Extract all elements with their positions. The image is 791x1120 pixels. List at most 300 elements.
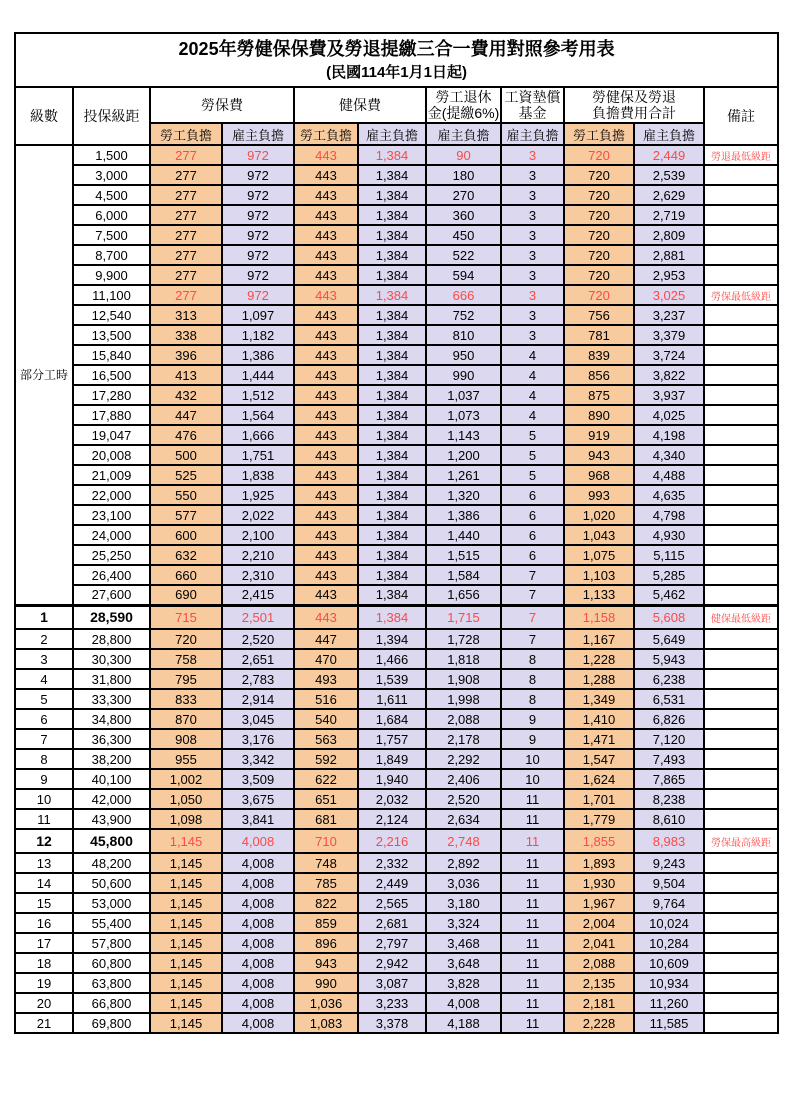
cell-hi_emp: 443	[294, 265, 358, 285]
premium-reference-table	[14, 32, 779, 1034]
cell-li_emp: 577	[150, 505, 222, 525]
cell-tot_er: 8,983	[634, 829, 704, 853]
header-remark: 備註	[704, 87, 778, 145]
cell-pension: 950	[426, 345, 501, 365]
cell-tot_emp: 1,288	[564, 669, 634, 689]
cell-li_emp: 277	[150, 205, 222, 225]
cell-fund: 10	[501, 769, 564, 789]
subheader-total-employer: 雇主負擔	[634, 123, 704, 145]
cell-li_emp: 432	[150, 385, 222, 405]
cell-bracket: 1,500	[73, 145, 150, 165]
cell-pension: 3,648	[426, 953, 501, 973]
cell-bracket: 6,000	[73, 205, 150, 225]
cell-li_er: 972	[222, 205, 294, 225]
cell-level: 9	[15, 769, 73, 789]
cell-li_emp: 715	[150, 605, 222, 629]
cell-bracket: 9,900	[73, 265, 150, 285]
table-row	[15, 689, 778, 709]
cell-pension: 3,828	[426, 973, 501, 993]
cell-tot_er: 3,724	[634, 345, 704, 365]
cell-tot_er: 10,609	[634, 953, 704, 973]
cell-hi_emp: 822	[294, 893, 358, 913]
cell-hi_er: 1,384	[358, 265, 426, 285]
cell-li_emp: 277	[150, 185, 222, 205]
cell-hi_er: 1,849	[358, 749, 426, 769]
cell-hi_er: 2,942	[358, 953, 426, 973]
table-row	[15, 913, 778, 933]
cell-remark	[704, 505, 778, 525]
cell-li_emp: 720	[150, 629, 222, 649]
cell-hi_emp: 592	[294, 749, 358, 769]
cell-remark	[704, 525, 778, 545]
cell-remark	[704, 305, 778, 325]
cell-bracket: 53,000	[73, 893, 150, 913]
cell-tot_emp: 2,181	[564, 993, 634, 1013]
cell-fund: 5	[501, 425, 564, 445]
cell-li_emp: 1,050	[150, 789, 222, 809]
table-row	[15, 405, 778, 425]
cell-tot_er: 9,243	[634, 853, 704, 873]
cell-li_er: 4,008	[222, 829, 294, 853]
cell-hi_er: 1,384	[358, 345, 426, 365]
cell-remark	[704, 325, 778, 345]
cell-level: 11	[15, 809, 73, 829]
cell-pension: 594	[426, 265, 501, 285]
cell-tot_er: 10,284	[634, 933, 704, 953]
cell-hi_emp: 443	[294, 465, 358, 485]
cell-hi_er: 2,032	[358, 789, 426, 809]
cell-li_er: 4,008	[222, 933, 294, 953]
cell-tot_emp: 839	[564, 345, 634, 365]
cell-bracket: 36,300	[73, 729, 150, 749]
table-row	[15, 729, 778, 749]
cell-hi_er: 1,384	[358, 505, 426, 525]
cell-remark	[704, 769, 778, 789]
cell-pension: 2,292	[426, 749, 501, 769]
cell-bracket: 45,800	[73, 829, 150, 853]
cell-tot_emp: 781	[564, 325, 634, 345]
cell-tot_emp: 756	[564, 305, 634, 325]
cell-hi_emp: 443	[294, 325, 358, 345]
cell-tot_emp: 1,349	[564, 689, 634, 709]
subheader-total-employee: 勞工負擔	[564, 123, 634, 145]
cell-hi_er: 1,384	[358, 225, 426, 245]
table-row	[15, 649, 778, 669]
cell-remark	[704, 165, 778, 185]
cell-hi_emp: 859	[294, 913, 358, 933]
cell-tot_emp: 720	[564, 265, 634, 285]
cell-li_emp: 338	[150, 325, 222, 345]
subheader-hi-employer: 雇主負擔	[358, 123, 426, 145]
cell-pension: 1,073	[426, 405, 501, 425]
table-row	[15, 205, 778, 225]
cell-hi_emp: 443	[294, 305, 358, 325]
header-total	[564, 87, 704, 123]
cell-fund: 7	[501, 585, 564, 605]
cell-level: 16	[15, 913, 73, 933]
cell-li_er: 972	[222, 185, 294, 205]
cell-tot_er: 2,881	[634, 245, 704, 265]
header-health-insurance: 健保費	[294, 87, 426, 123]
table-row	[15, 873, 778, 893]
cell-tot_er: 4,488	[634, 465, 704, 485]
header-pension-line1: 勞工退休	[435, 89, 492, 105]
cell-hi_er: 1,684	[358, 709, 426, 729]
cell-hi_er: 1,757	[358, 729, 426, 749]
cell-li_emp: 277	[150, 225, 222, 245]
cell-level: 2	[15, 629, 73, 649]
cell-li_emp: 1,002	[150, 769, 222, 789]
cell-hi_er: 1,384	[358, 405, 426, 425]
cell-hi_emp: 622	[294, 769, 358, 789]
cell-level: 21	[15, 1013, 73, 1033]
cell-li_emp: 313	[150, 305, 222, 325]
cell-hi_emp: 443	[294, 585, 358, 605]
cell-pension: 1,440	[426, 525, 501, 545]
cell-li_emp: 758	[150, 649, 222, 669]
cell-hi_emp: 540	[294, 709, 358, 729]
cell-li_er: 3,509	[222, 769, 294, 789]
cell-level: 10	[15, 789, 73, 809]
cell-pension: 1,143	[426, 425, 501, 445]
cell-tot_emp: 2,004	[564, 913, 634, 933]
table-row	[15, 185, 778, 205]
table-row	[15, 789, 778, 809]
table-row	[15, 445, 778, 465]
cell-remark	[704, 649, 778, 669]
table-row	[15, 669, 778, 689]
cell-fund: 11	[501, 953, 564, 973]
cell-fund: 3	[501, 145, 564, 165]
cell-bracket: 57,800	[73, 933, 150, 953]
cell-remark	[704, 953, 778, 973]
cell-tot_er: 6,531	[634, 689, 704, 709]
cell-li_emp: 277	[150, 285, 222, 305]
cell-pension: 1,908	[426, 669, 501, 689]
cell-tot_emp: 968	[564, 465, 634, 485]
cell-tot_er: 7,493	[634, 749, 704, 769]
cell-tot_er: 4,025	[634, 405, 704, 425]
cell-li_emp: 908	[150, 729, 222, 749]
cell-tot_emp: 875	[564, 385, 634, 405]
cell-tot_er: 3,822	[634, 365, 704, 385]
title-cell	[15, 33, 778, 87]
cell-fund: 3	[501, 225, 564, 245]
cell-li_emp: 1,145	[150, 993, 222, 1013]
cell-pension: 2,406	[426, 769, 501, 789]
cell-bracket: 21,009	[73, 465, 150, 485]
header-total-line2: 負擔費用合計	[592, 105, 676, 121]
table-row	[15, 585, 778, 605]
cell-tot_er: 8,238	[634, 789, 704, 809]
cell-fund: 5	[501, 445, 564, 465]
cell-bracket: 22,000	[73, 485, 150, 505]
cell-bracket: 55,400	[73, 913, 150, 933]
cell-pension: 360	[426, 205, 501, 225]
cell-fund: 10	[501, 749, 564, 769]
cell-li_er: 4,008	[222, 993, 294, 1013]
cell-tot_er: 5,285	[634, 565, 704, 585]
cell-remark	[704, 245, 778, 265]
header-pension	[426, 87, 501, 123]
cell-bracket: 27,600	[73, 585, 150, 605]
cell-fund: 6	[501, 545, 564, 565]
cell-li_emp: 277	[150, 265, 222, 285]
cell-bracket: 16,500	[73, 365, 150, 385]
cell-remark	[704, 749, 778, 769]
cell-bracket: 7,500	[73, 225, 150, 245]
cell-fund: 11	[501, 893, 564, 913]
cell-li_er: 2,501	[222, 605, 294, 629]
cell-tot_emp: 919	[564, 425, 634, 445]
cell-li_er: 972	[222, 245, 294, 265]
cell-hi_emp: 710	[294, 829, 358, 853]
table-row	[15, 165, 778, 185]
table-row	[15, 485, 778, 505]
table-row	[15, 749, 778, 769]
cell-pension: 1,200	[426, 445, 501, 465]
cell-pension: 1,728	[426, 629, 501, 649]
cell-li_er: 1,925	[222, 485, 294, 505]
cell-remark	[704, 669, 778, 689]
table-row	[15, 829, 778, 853]
cell-remark	[704, 689, 778, 709]
cell-pension: 2,178	[426, 729, 501, 749]
cell-bracket: 30,300	[73, 649, 150, 669]
page-title: 2025年勞健保保費及勞退提繳三合一費用對照參考用表	[178, 39, 615, 59]
table-row	[15, 973, 778, 993]
table-row	[15, 1013, 778, 1033]
cell-remark	[704, 205, 778, 225]
cell-bracket: 8,700	[73, 245, 150, 265]
cell-fund: 11	[501, 1013, 564, 1033]
cell-tot_emp: 856	[564, 365, 634, 385]
cell-hi_er: 1,394	[358, 629, 426, 649]
cell-hi_er: 2,332	[358, 853, 426, 873]
cell-tot_er: 3,937	[634, 385, 704, 405]
cell-bracket: 31,800	[73, 669, 150, 689]
cell-tot_emp: 1,930	[564, 873, 634, 893]
cell-bracket: 34,800	[73, 709, 150, 729]
cell-hi_er: 1,384	[358, 465, 426, 485]
cell-bracket: 33,300	[73, 689, 150, 709]
cell-hi_emp: 1,036	[294, 993, 358, 1013]
cell-level: 8	[15, 749, 73, 769]
cell-section-level: 部分工時	[15, 145, 73, 605]
cell-pension: 666	[426, 285, 501, 305]
cell-li_emp: 277	[150, 165, 222, 185]
cell-li_er: 3,841	[222, 809, 294, 829]
cell-bracket: 23,100	[73, 505, 150, 525]
cell-pension: 2,748	[426, 829, 501, 853]
cell-tot_er: 3,025	[634, 285, 704, 305]
cell-tot_emp: 720	[564, 185, 634, 205]
cell-hi_emp: 651	[294, 789, 358, 809]
cell-fund: 3	[501, 185, 564, 205]
cell-hi_er: 1,384	[358, 145, 426, 165]
cell-remark	[704, 385, 778, 405]
cell-tot_er: 5,608	[634, 605, 704, 629]
cell-bracket: 24,000	[73, 525, 150, 545]
table-row	[15, 565, 778, 585]
cell-hi_er: 1,384	[358, 385, 426, 405]
cell-level: 12	[15, 829, 73, 853]
header-total-line1: 勞健保及勞退	[592, 89, 676, 105]
cell-level: 18	[15, 953, 73, 973]
subheader-hi-employee: 勞工負擔	[294, 123, 358, 145]
cell-hi_er: 1,384	[358, 545, 426, 565]
cell-bracket: 43,900	[73, 809, 150, 829]
cell-bracket: 69,800	[73, 1013, 150, 1033]
cell-pension: 1,261	[426, 465, 501, 485]
cell-fund: 11	[501, 809, 564, 829]
cell-li_er: 2,022	[222, 505, 294, 525]
cell-li_emp: 525	[150, 465, 222, 485]
cell-pension: 90	[426, 145, 501, 165]
cell-fund: 3	[501, 325, 564, 345]
cell-tot_er: 9,764	[634, 893, 704, 913]
cell-remark: 勞保最高級距	[704, 829, 778, 853]
cell-fund: 4	[501, 405, 564, 425]
header-wage-fund	[501, 87, 564, 123]
cell-level: 4	[15, 669, 73, 689]
cell-li_er: 1,666	[222, 425, 294, 445]
cell-tot_emp: 720	[564, 145, 634, 165]
cell-li_er: 1,097	[222, 305, 294, 325]
cell-pension: 3,036	[426, 873, 501, 893]
cell-li_er: 2,100	[222, 525, 294, 545]
cell-bracket: 15,840	[73, 345, 150, 365]
table-row	[15, 245, 778, 265]
cell-pension: 270	[426, 185, 501, 205]
cell-fund: 3	[501, 205, 564, 225]
cell-tot_emp: 2,041	[564, 933, 634, 953]
cell-li_er: 972	[222, 165, 294, 185]
table-row	[15, 809, 778, 829]
cell-pension: 1,320	[426, 485, 501, 505]
cell-li_er: 2,415	[222, 585, 294, 605]
cell-pension: 3,180	[426, 893, 501, 913]
cell-pension: 810	[426, 325, 501, 345]
cell-tot_er: 6,826	[634, 709, 704, 729]
cell-li_emp: 1,145	[150, 953, 222, 973]
cell-fund: 3	[501, 245, 564, 265]
table-row	[15, 769, 778, 789]
cell-pension: 4,008	[426, 993, 501, 1013]
cell-hi_er: 1,384	[358, 425, 426, 445]
cell-hi_er: 1,384	[358, 185, 426, 205]
cell-li_emp: 550	[150, 485, 222, 505]
cell-remark	[704, 913, 778, 933]
cell-hi_emp: 443	[294, 245, 358, 265]
cell-tot_emp: 1,103	[564, 565, 634, 585]
cell-remark	[704, 873, 778, 893]
cell-fund: 3	[501, 265, 564, 285]
cell-remark	[704, 465, 778, 485]
cell-hi_emp: 943	[294, 953, 358, 973]
header-wage-fund-line2: 基金	[518, 105, 547, 121]
cell-li_er: 2,651	[222, 649, 294, 669]
table-row	[15, 605, 778, 629]
cell-tot_er: 11,585	[634, 1013, 704, 1033]
cell-li_er: 1,444	[222, 365, 294, 385]
cell-li_emp: 1,098	[150, 809, 222, 829]
cell-fund: 7	[501, 605, 564, 629]
cell-bracket: 25,250	[73, 545, 150, 565]
cell-tot_emp: 1,133	[564, 585, 634, 605]
cell-fund: 8	[501, 689, 564, 709]
cell-pension: 2,634	[426, 809, 501, 829]
cell-li_emp: 1,145	[150, 973, 222, 993]
cell-remark: 健保最低級距	[704, 605, 778, 629]
cell-remark	[704, 365, 778, 385]
cell-tot_emp: 1,075	[564, 545, 634, 565]
cell-hi_emp: 443	[294, 605, 358, 629]
cell-li_emp: 500	[150, 445, 222, 465]
cell-hi_emp: 990	[294, 973, 358, 993]
cell-hi_er: 3,378	[358, 1013, 426, 1033]
cell-hi_emp: 443	[294, 425, 358, 445]
cell-tot_emp: 1,855	[564, 829, 634, 853]
cell-tot_emp: 1,893	[564, 853, 634, 873]
cell-remark	[704, 445, 778, 465]
cell-li_emp: 396	[150, 345, 222, 365]
cell-fund: 7	[501, 629, 564, 649]
cell-li_emp: 600	[150, 525, 222, 545]
cell-fund: 6	[501, 505, 564, 525]
cell-hi_er: 2,124	[358, 809, 426, 829]
table-header	[15, 33, 778, 145]
cell-li_emp: 1,145	[150, 829, 222, 853]
cell-fund: 8	[501, 649, 564, 669]
cell-li_er: 3,045	[222, 709, 294, 729]
cell-li_emp: 1,145	[150, 873, 222, 893]
cell-level: 1	[15, 605, 73, 629]
cell-li_er: 4,008	[222, 1013, 294, 1033]
cell-tot_er: 2,719	[634, 205, 704, 225]
cell-fund: 5	[501, 465, 564, 485]
cell-tot_er: 5,115	[634, 545, 704, 565]
cell-pension: 3,468	[426, 933, 501, 953]
cell-pension: 1,584	[426, 565, 501, 585]
cell-hi_emp: 443	[294, 365, 358, 385]
cell-fund: 6	[501, 485, 564, 505]
cell-hi_emp: 785	[294, 873, 358, 893]
cell-pension: 1,515	[426, 545, 501, 565]
cell-bracket: 63,800	[73, 973, 150, 993]
cell-tot_er: 4,798	[634, 505, 704, 525]
cell-li_er: 4,008	[222, 913, 294, 933]
cell-hi_emp: 443	[294, 145, 358, 165]
cell-pension: 1,715	[426, 605, 501, 629]
cell-level: 19	[15, 973, 73, 993]
table-row	[15, 145, 778, 165]
cell-pension: 1,998	[426, 689, 501, 709]
cell-fund: 11	[501, 789, 564, 809]
cell-li_emp: 1,145	[150, 933, 222, 953]
cell-remark	[704, 185, 778, 205]
cell-fund: 7	[501, 565, 564, 585]
subheader-li-employer: 雇主負擔	[222, 123, 294, 145]
cell-tot_emp: 720	[564, 245, 634, 265]
cell-tot_er: 2,539	[634, 165, 704, 185]
cell-tot_emp: 720	[564, 285, 634, 305]
cell-remark	[704, 225, 778, 245]
cell-remark	[704, 993, 778, 1013]
table-row	[15, 545, 778, 565]
cell-hi_emp: 443	[294, 205, 358, 225]
cell-fund: 6	[501, 525, 564, 545]
